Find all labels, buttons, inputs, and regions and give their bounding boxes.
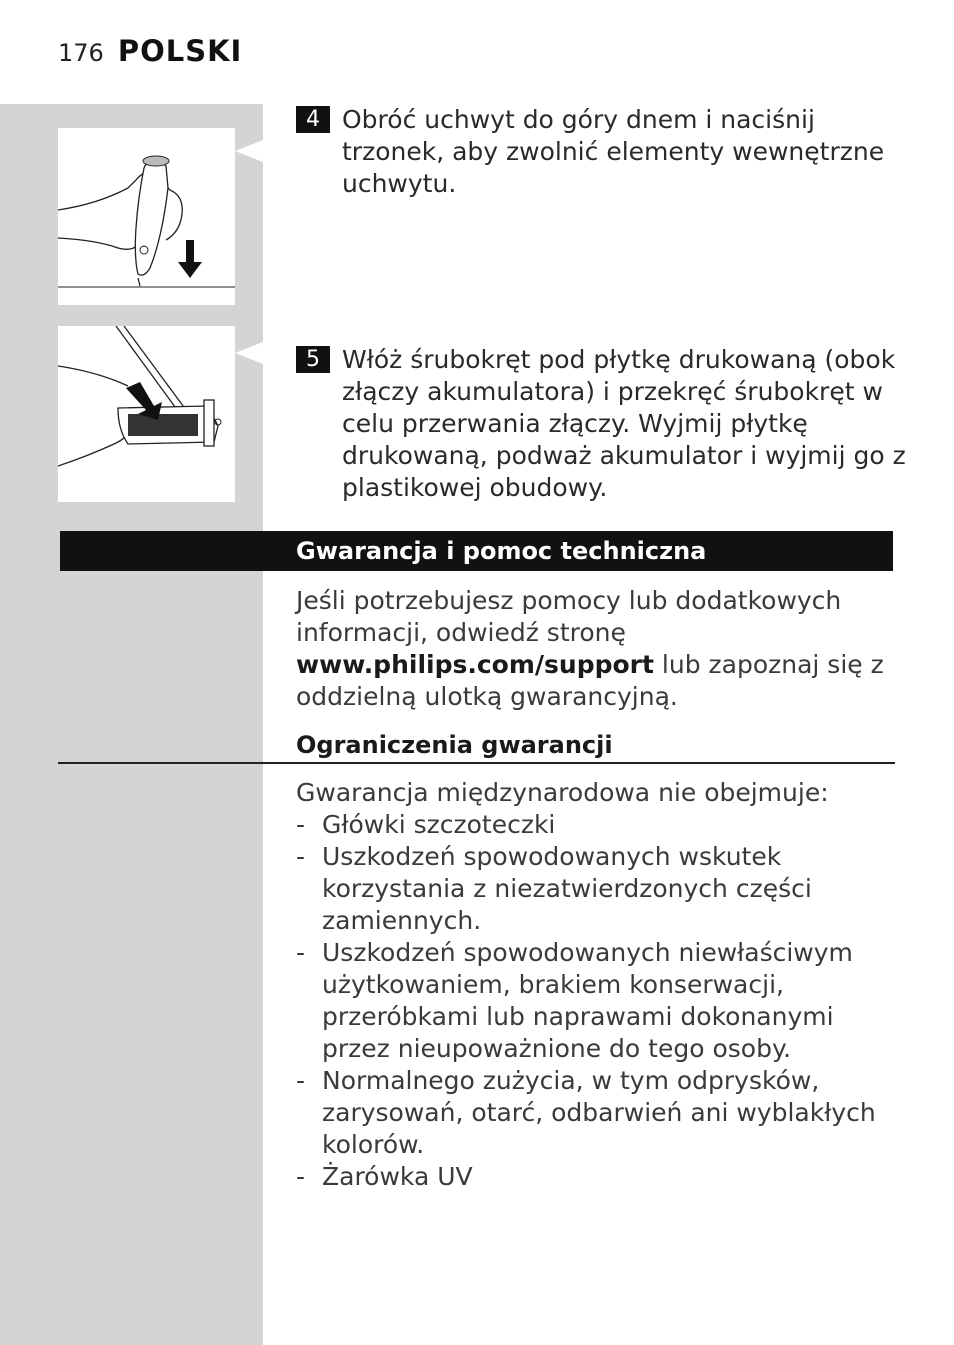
step-4-number-badge: 4 [296,106,330,133]
list-bullet: - [296,842,306,871]
list-bullet: - [296,1162,306,1191]
step-4 [296,104,906,200]
step-4-figure-pointer [235,140,263,162]
list-bullet: - [296,810,306,839]
list-item-text: Główki szczoteczki [322,810,556,839]
list-item [296,937,906,1065]
list-item-text: Uszkodzeń spowodowanych niewłaściwym użytkowaniem, brakiem konserwacji, przeróbkami lub naprawami dokonanymi przez nieupoważnione do tego osoby. [322,938,853,1063]
screwdriver-pcb-illustration [58,326,235,502]
restrictions-items [296,809,906,1193]
step-5 [296,344,906,504]
warranty-paragraph [296,585,906,713]
list-bullet: - [296,1066,306,1095]
section-header-warranty [60,531,893,571]
step-4-illustration [58,128,235,305]
list-item [296,841,906,937]
restrictions-title: Ograniczenia gwarancji [296,731,613,759]
restrictions-list [296,777,906,1193]
language-title: POLSKI [117,34,243,68]
step-5-text: Włóż śrubokręt pod płytkę drukowaną (obok złączy akumulatora) i przekręć śrubokręt w celu przerwania złączy. Wyjmij płytkę drukowaną, podważ akumulator i wyjmij go z plastikowej obudowy. [342,345,906,502]
hand-pressing-handle-illustration [58,128,235,305]
page-header [58,34,242,74]
support-link[interactable]: www.philips.com/support [296,650,654,679]
page-number: 176 [58,39,104,67]
list-item-text: Uszkodzeń spowodowanych wskutek korzystania z niezatwierdzonych części zamiennych. [322,842,812,935]
restrictions-intro: Gwarancja międzynarodowa nie obejmuje: [296,778,829,807]
step-5-number-badge: 5 [296,346,330,373]
list-item-text: Normalnego zużycia, w tym odprysków, zarysowań, otarć, odbarwień ani wyblakłych kolorów. [322,1066,876,1159]
list-item [296,1065,906,1161]
list-item [296,1161,906,1193]
list-item [296,809,906,841]
step-5-figure-pointer [235,342,263,364]
warranty-text-after: lub zapoznaj się z oddzielną ulotką gwarancyjną. [296,650,884,711]
list-bullet: - [296,938,306,967]
step-5-illustration [58,326,235,502]
warranty-text-before: Jeśli potrzebujesz pomocy lub dodatkowych informacji, odwiedź stronę [296,586,842,647]
step-4-text: Obróć uchwyt do góry dnem i naciśnij trzonek, aby zwolnić elementy wewnętrzne uchwytu. [342,105,885,198]
list-item-text: Żarówka UV [322,1162,473,1191]
restrictions-divider [58,762,895,764]
section-title: Gwarancja i pomoc techniczna [296,537,707,565]
